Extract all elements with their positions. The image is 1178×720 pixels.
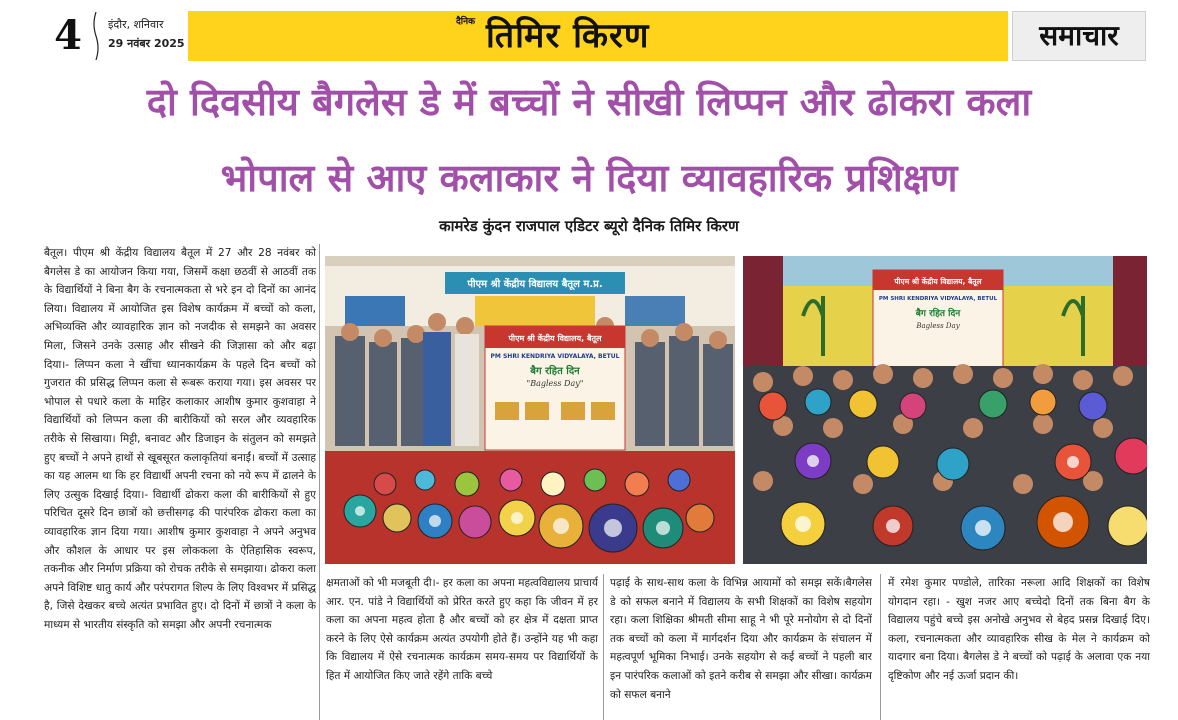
page-number: 4 bbox=[54, 12, 82, 59]
article-column-3: पढ़ाई के साथ-साथ कला के विभिन्न आयामों को समझ सकें।बैगलेस डे को सफल बनाने में विद्यालय के सभी शिक्षकों का विशेष सहयोग रहा। कला शिक्षिका श्रीमती सीमा साहू ने भी पूरे मनोयोग से दो दिनों तक बच्चों को कला में मार्गदर्शन दिया और कार्यक्रम के संचालन में महत्वपूर्ण भूमिका निभाई। उनके सहयोग से कई बच्चों ने पहली बार इन पारंपरिक कलाओं को इतने करीब से समझा और सीखा। कार्यक्रम को सफल बनाने bbox=[610, 577, 872, 701]
article-column-1: बैतूल। पीएम श्री केंद्रीय विद्यालय बैतूल में 27 और 28 नवंबर को बैगलेस डे का आयोजन किया गया, जिसमें कक्षा छठवीं से आठवीं तक के विद्यार्थियों ने बिना बैग के रचनात्मकता से भरे इन दो दिनों का आनंद लिया। विद्यालय में आयोजित इस विशेष कार्यक्रम में बच्चों को कला, अभिव्यक्ति और व्यावहारिक ज्ञान को नजदीक से समझने का अवसर मिला, जिसने उनके उत्साह और सीखने की जिज्ञासा को और बढ़ा दिया।- लिप्पन कला ने खींचा ध्यानकार्यक्रम के पहले दिन बच्चों को गुजरात की प्रसिद्ध लिप्पन कला से रूबरू कराया गया। इस अवसर पर भोपाल से पधारे कला के माहिर कलाकार आशीष कुमार कुशवाहा ने विद्यार्थियों को लिप्पन कला की बारीकियों को सरल और व्यवहारिक तरीके से सिखाया। मिट्टी, बनावट और डिजाइन के संतुलन को समझते हुए बच्चों ने अपने हाथों से खूबसूरत कलाकृतियां बनाईं। बच्चों में उत्साह का यह आलम था कि हर विद्यार्थी अपनी रचना को नये रूप में ढालने के लिए उत्सुक दिखाई दिया।- विद्यार्थी ढोकरा कला की बारीकियों से हुए परिचित दूसरे दिन छात्रों को छत्तीसगढ़ की पारंपरिक ढोकरा कला का व्यावहारिक ज्ञान दिया गया। आशीष कुमार कुशवाहा ने अपने अनुभव और कौशल के आधार पर इस लोककला के ऐतिहासिक स्वरूप, तकनीक और निर्माण प्रक्रिया को रोचक तरीके से समझाया। ढोकरा कला अपने विशिष्ट धातु कार्य और परंपरागत शिल्प के लिए विश्वभर में प्रसिद्ध है, जिसे देखकर बच्चे अत्यंत प्रभावित हुए। दो दिनों में छात्रों ने कला के माध्यम से भारतीय संस्कृति को समझा और अपनी रचनात्मक bbox=[44, 247, 316, 631]
masthead-paper-name: तिमिर किरण bbox=[486, 16, 650, 56]
photo-banner-school-hindi: पीएम श्री केंद्रीय विद्यालय, बैतूल bbox=[508, 334, 602, 343]
masthead-city-day: इंदौर, शनिवार bbox=[108, 18, 164, 31]
photo-art-display bbox=[325, 256, 735, 564]
photo-banner-subtitle: Bagless Day bbox=[916, 322, 960, 330]
photo-banner-school-english: PM SHRI KENDRIYA VIDYALAYA, BETUL bbox=[878, 296, 998, 302]
headline-secondary: भोपाल से आए कलाकार ने दिया व्यावहारिक प्रशिक्षण bbox=[220, 156, 958, 200]
article-column-4: में रमेश कुमार पण्डोले, तारिका नरूला आदि शिक्षकों का विशेष योगदान रहा। - खुश नजर आए बच्चेदो दिनों तक बिना बैग के विद्यालय पहुंचे बच्चे इस अनोखे अनुभव से बेहद प्रसन्न दिखाई दिए। कला, रचनात्मकता और व्यावहारिक सीख के मेल ने कार्यक्रम को यादगार बना दिया। बैगलेस डे ने बच्चों को पढ़ाई के अलावा एक नया दृष्टिकोण और नई ऊर्जा प्रदान की। bbox=[888, 577, 1150, 682]
section-label: समाचार bbox=[1012, 11, 1146, 61]
photo-students-group bbox=[743, 256, 1147, 564]
column-rule bbox=[880, 574, 881, 720]
photo-banner-school-english: PM SHRI KENDRIYA VIDYALAYA, BETUL bbox=[490, 353, 620, 360]
photo-banner-school-hindi: पीएम श्री केंद्रीय विद्यालय, बैतूल bbox=[894, 277, 982, 286]
masthead-divider bbox=[92, 12, 100, 60]
column-rule bbox=[319, 244, 320, 720]
masthead-date bbox=[108, 15, 198, 53]
byline: कामरेड कुंदन राजपाल एडिटर ब्यूरो दैनिक तिमिर किरण bbox=[439, 217, 739, 235]
masthead-issue-date: 29 नवंबर 2025 bbox=[108, 37, 185, 50]
photo-banner-title: बैग रहित दिन bbox=[530, 366, 580, 377]
article-column-2: क्षमताओं को भी मजबूती दी।- हर कला का अपना महत्वविद्यालय प्राचार्य आर. एन. पांडे ने विद्यार्थियों को प्रेरित करते हुए कहा कि जीवन में हर कला का अपना महत्व होता है और बच्चों को हर क्षेत्र में दक्षता प्राप्त करने के लिए ऐसे कार्यक्रम अत्यंत उपयोगी होते हैं। उन्होंने यह भी कहा कि विद्यालय में ऐसे रचनात्मक कार्यक्रम समय-समय पर विद्यार्थियों के हित में आयोजित किए जाते रहेंगे ताकि बच्चे bbox=[326, 577, 598, 682]
photo-banner-title: बैग रहित दिन bbox=[915, 309, 961, 319]
photo-banner-subtitle: "Bagless Day" bbox=[526, 379, 584, 388]
column-rule bbox=[603, 574, 604, 720]
masthead-paper-prefix: दैनिक bbox=[456, 17, 476, 27]
headline-primary: दो दिवसीय बैगलेस डे में बच्चों ने सीखी लिप्पन और ढोकरा कला bbox=[146, 80, 1032, 124]
photo-wall-sign: पीएम श्री केंद्रीय विद्यालय बैतूल म.प्र. bbox=[467, 279, 603, 290]
